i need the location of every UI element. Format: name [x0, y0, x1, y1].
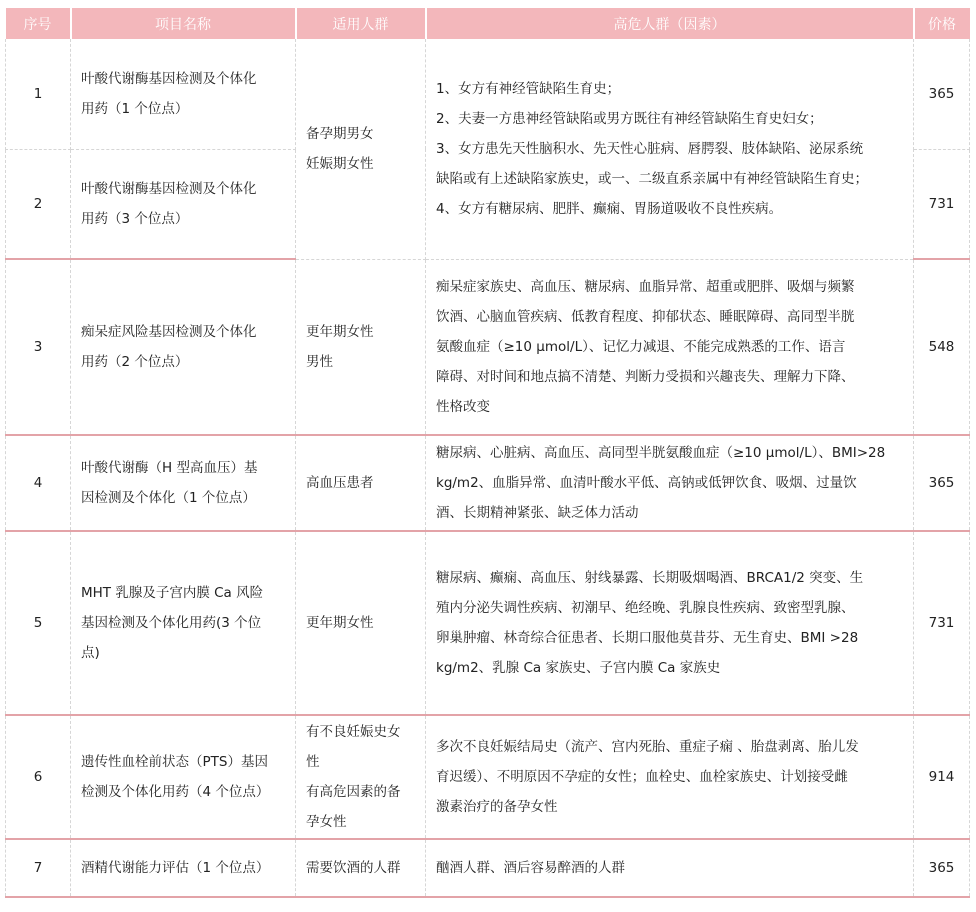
row-name-line: 用药（2 个位点） [81, 354, 189, 370]
shared-risk-cell [426, 39, 914, 259]
table-row [6, 531, 970, 715]
row-no: 6 [6, 715, 71, 839]
row-name-line: 酒精代谢能力评估（1 个位点） [81, 860, 270, 876]
row-no: 3 [6, 259, 71, 435]
row-name-line: 叶酸代谢酶基因检测及个体化 [81, 180, 257, 197]
group-line: 孕女性 [306, 814, 347, 830]
row-name [71, 839, 296, 897]
row-risk [426, 259, 914, 435]
row-price: 731 [914, 531, 970, 715]
group-line: 有高危因素的备 [306, 784, 401, 800]
risk-line: kg/m2、血脂异常、血清叶酸水平低、高钠或低钾饮食、吸烟、过量饮 [436, 475, 857, 491]
risk-line: 酗酒人群、酒后容易醉酒的人群 [436, 860, 625, 876]
row-risk [426, 531, 914, 715]
header-group: 适用人群 [296, 8, 426, 39]
group-line: 有不良妊娠史女 [306, 724, 401, 740]
row-risk [426, 715, 914, 839]
row-name-line: 因检测及个体化（1 个位点） [81, 490, 256, 506]
risk-line: 酒、长期精神紧张、缺乏体力活动 [436, 505, 639, 521]
row-no: 2 [6, 149, 71, 259]
row-name-line: 点) [81, 645, 100, 661]
row-group [296, 531, 426, 715]
risk-line: 2、夫妻一方患神经管缺陷或男方既往有神经管缺陷生育史妇女； [436, 110, 823, 127]
table-header-row [6, 8, 970, 39]
row-name [71, 39, 296, 149]
row-name-line: 基因检测及个体化用药(3 个位 [81, 615, 262, 631]
row-name [71, 435, 296, 531]
row-risk [426, 435, 914, 531]
row-price: 365 [914, 39, 970, 149]
row-name-line: 用药（1 个位点） [81, 100, 189, 117]
risk-line: 3、女方患先天性脑积水、先天性心脏病、唇腭裂、肢体缺陷、泌尿系统 [436, 140, 864, 157]
row-group [296, 715, 426, 839]
row-price: 731 [914, 149, 970, 259]
header-risk: 高危人群（因素） [426, 8, 914, 39]
group-line: 更年期女性 [306, 615, 374, 631]
group-line: 妊娠期女性 [306, 155, 374, 172]
risk-line: 障碍、对时间和地点搞不清楚、判断力受损和兴趣丧失、理解力下降、 [436, 368, 855, 385]
row-price: 548 [914, 259, 970, 435]
row-name-line: 用药（3 个位点） [81, 210, 189, 227]
risk-line: 糖尿病、心脏病、高血压、高同型半胱氨酸血症（≥10 μmol/L）、BMI>28 [436, 445, 886, 461]
group-line: 需要饮酒的人群 [306, 860, 401, 876]
risk-line: 多次不良妊娠结局史（流产、宫内死胎、重症子痫 、胎盘剥离、胎儿发 [436, 739, 859, 755]
row-name-line: 遗传性血栓前状态（PTS）基因 [81, 754, 268, 770]
row-group [296, 839, 426, 897]
price-table-container [5, 8, 969, 898]
risk-line: 殖内分泌失调性疾病、初潮早、绝经晚、乳腺良性疾病、致密型乳腺、 [436, 600, 855, 616]
risk-line: 卵巢肿瘤、林奇综合征患者、长期口服他莫昔芬、无生育史、BMI >28 [436, 630, 859, 646]
row-no: 5 [6, 531, 71, 715]
row-name-line: MHT 乳腺及子宫内膜 Ca 风险 [81, 585, 264, 601]
row-no: 4 [6, 435, 71, 531]
group-line: 男性 [306, 353, 333, 370]
risk-line: 1、女方有神经管缺陷生育史； [436, 80, 621, 97]
genetic-test-price-table [5, 8, 970, 898]
risk-line: 缺陷或有上述缺陷家族史，或一、二级直系亲属中有神经管缺陷生育史； [436, 170, 868, 187]
risk-line: kg/m2、乳腺 Ca 家族史、子宫内膜 Ca 家族史 [436, 660, 721, 676]
table-row [6, 39, 970, 149]
risk-line: 痴呆症家族史、高血压、糖尿病、血脂异常、超重或肥胖、吸烟与频繁 [436, 278, 855, 295]
row-no: 1 [6, 39, 71, 149]
risk-line: 氨酸血症（≥10 μmol/L）、记忆力减退、不能完成熟悉的工作、语言 [436, 338, 846, 355]
risk-line: 4、女方有糖尿病、肥胖、癫痫、胃肠道吸收不良性疾病。 [436, 200, 783, 217]
row-price: 365 [914, 435, 970, 531]
row-name [71, 531, 296, 715]
row-group [296, 435, 426, 531]
table-row [6, 839, 970, 897]
row-name-line: 叶酸代谢酶（H 型高血压）基 [81, 460, 258, 476]
risk-line: 激素治疗的备孕女性 [436, 799, 558, 815]
row-name [71, 149, 296, 259]
group-line: 性 [306, 754, 320, 770]
row-name [71, 259, 296, 435]
risk-line: 育迟缓）、不明原因不孕症的女性；血栓史、血栓家族史、计划接受雌 [436, 769, 848, 785]
header-name: 项目名称 [71, 8, 296, 39]
header-no: 序号 [6, 8, 71, 39]
row-price: 365 [914, 839, 970, 897]
table-row [6, 435, 970, 531]
group-line: 更年期女性 [306, 323, 374, 340]
row-risk [426, 839, 914, 897]
risk-line: 饮酒、心脑血管疾病、低教育程度、抑郁状态、睡眠障碍、高同型半胱 [436, 308, 855, 325]
row-price: 914 [914, 715, 970, 839]
row-name [71, 715, 296, 839]
risk-line: 性格改变 [436, 398, 490, 415]
shared-group-cell [296, 39, 426, 259]
row-name-line: 叶酸代谢酶基因检测及个体化 [81, 70, 257, 87]
risk-line: 糖尿病、癫痫、高血压、射线暴露、长期吸烟喝酒、BRCA1/2 突变、生 [436, 570, 864, 586]
group-line: 高血压患者 [306, 475, 374, 491]
table-row [6, 259, 970, 435]
table-row [6, 715, 970, 839]
row-name-line: 痴呆症风险基因检测及个体化 [81, 324, 257, 340]
group-line: 备孕期男女 [306, 125, 374, 142]
header-price: 价格 [914, 8, 970, 39]
row-name-line: 检测及个体化用药（4 个位点） [81, 784, 270, 800]
row-no: 7 [6, 839, 71, 897]
row-group [296, 259, 426, 435]
